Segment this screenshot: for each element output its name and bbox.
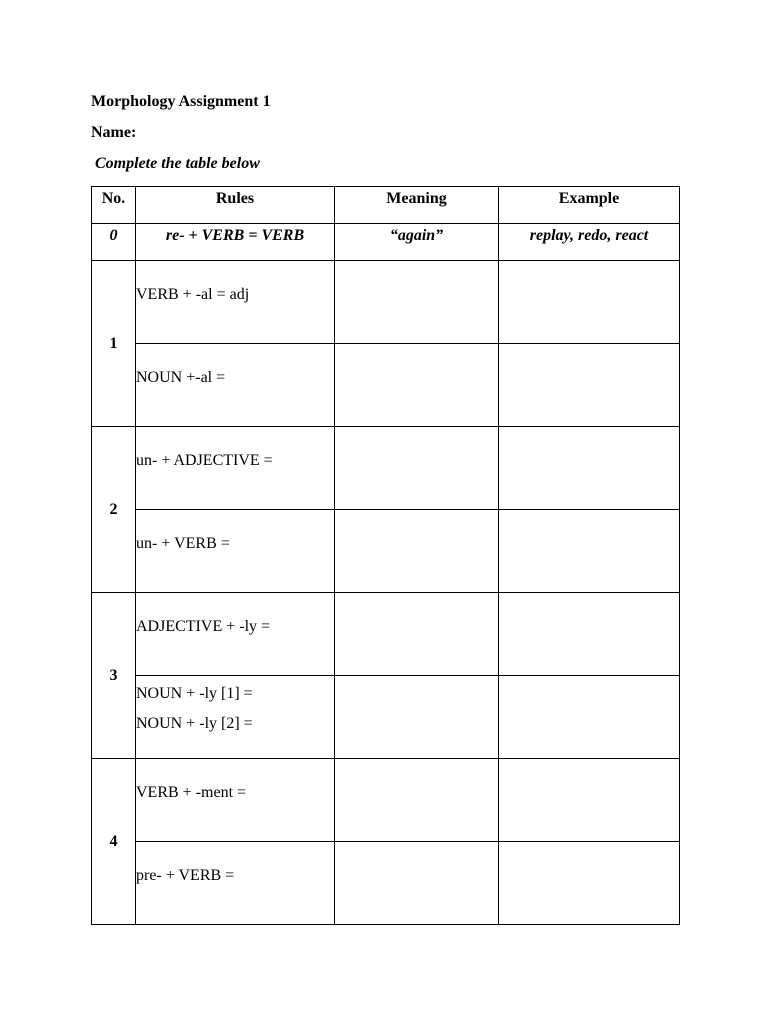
morphology-table [91,186,680,925]
rule-cell [136,759,335,842]
table-row [92,344,680,427]
example-no: 0 [92,224,136,261]
name-label: Name: [91,124,137,141]
meaning-answer-cell[interactable] [335,261,499,344]
rule-text: NOUN + -ly [1] = [136,685,253,702]
example-rule: re- + VERB = VERB [136,224,335,261]
row-number: 4 [92,759,136,925]
example-answer-cell[interactable] [499,510,680,593]
row-number: 2 [92,427,136,593]
rule-cell [136,676,335,759]
row-number: 1 [92,261,136,427]
rule-cell [136,344,335,427]
rule-text: NOUN +-al = [136,369,226,386]
example-words: replay, redo, react [499,224,680,261]
table-row [92,676,680,759]
rule-cell [136,261,335,344]
rule-text: un- + VERB = [136,535,230,552]
rule-text: pre- + VERB = [136,867,235,884]
table-row [92,759,680,842]
example-row [92,224,680,261]
table-row [92,427,680,510]
rule-cell [136,427,335,510]
document-title: Morphology Assignment 1 [91,93,271,110]
example-answer-cell[interactable] [499,427,680,510]
rule-text: NOUN + -ly [2] = [136,715,253,732]
meaning-answer-cell[interactable] [335,842,499,925]
rule-cell [136,510,335,593]
meaning-answer-cell[interactable] [335,427,499,510]
example-answer-cell[interactable] [499,344,680,427]
example-answer-cell[interactable] [499,759,680,842]
example-answer-cell[interactable] [499,593,680,676]
rule-text: VERB + -al = adj [136,286,250,303]
rule-cell [136,842,335,925]
example-answer-cell[interactable] [499,261,680,344]
meaning-answer-cell[interactable] [335,593,499,676]
instruction-text: Complete the table below [95,155,260,172]
rule-cell [136,593,335,676]
example-meaning: “again” [335,224,499,261]
rule-text: un- + ADJECTIVE = [136,452,273,469]
example-answer-cell[interactable] [499,842,680,925]
meaning-answer-cell[interactable] [335,344,499,427]
rule-text: ADJECTIVE + -ly = [136,618,271,635]
row-number: 3 [92,593,136,759]
meaning-answer-cell[interactable] [335,759,499,842]
meaning-answer-cell[interactable] [335,510,499,593]
rule-text: VERB + -ment = [136,784,247,801]
table-header-row [92,187,680,224]
meaning-answer-cell[interactable] [335,676,499,759]
header-rules: Rules [136,187,335,224]
header-example: Example [499,187,680,224]
header-meaning: Meaning [335,187,499,224]
header-no: No. [92,187,136,224]
table-row [92,510,680,593]
table-row [92,593,680,676]
table-row [92,261,680,344]
example-answer-cell[interactable] [499,676,680,759]
table-row [92,842,680,925]
